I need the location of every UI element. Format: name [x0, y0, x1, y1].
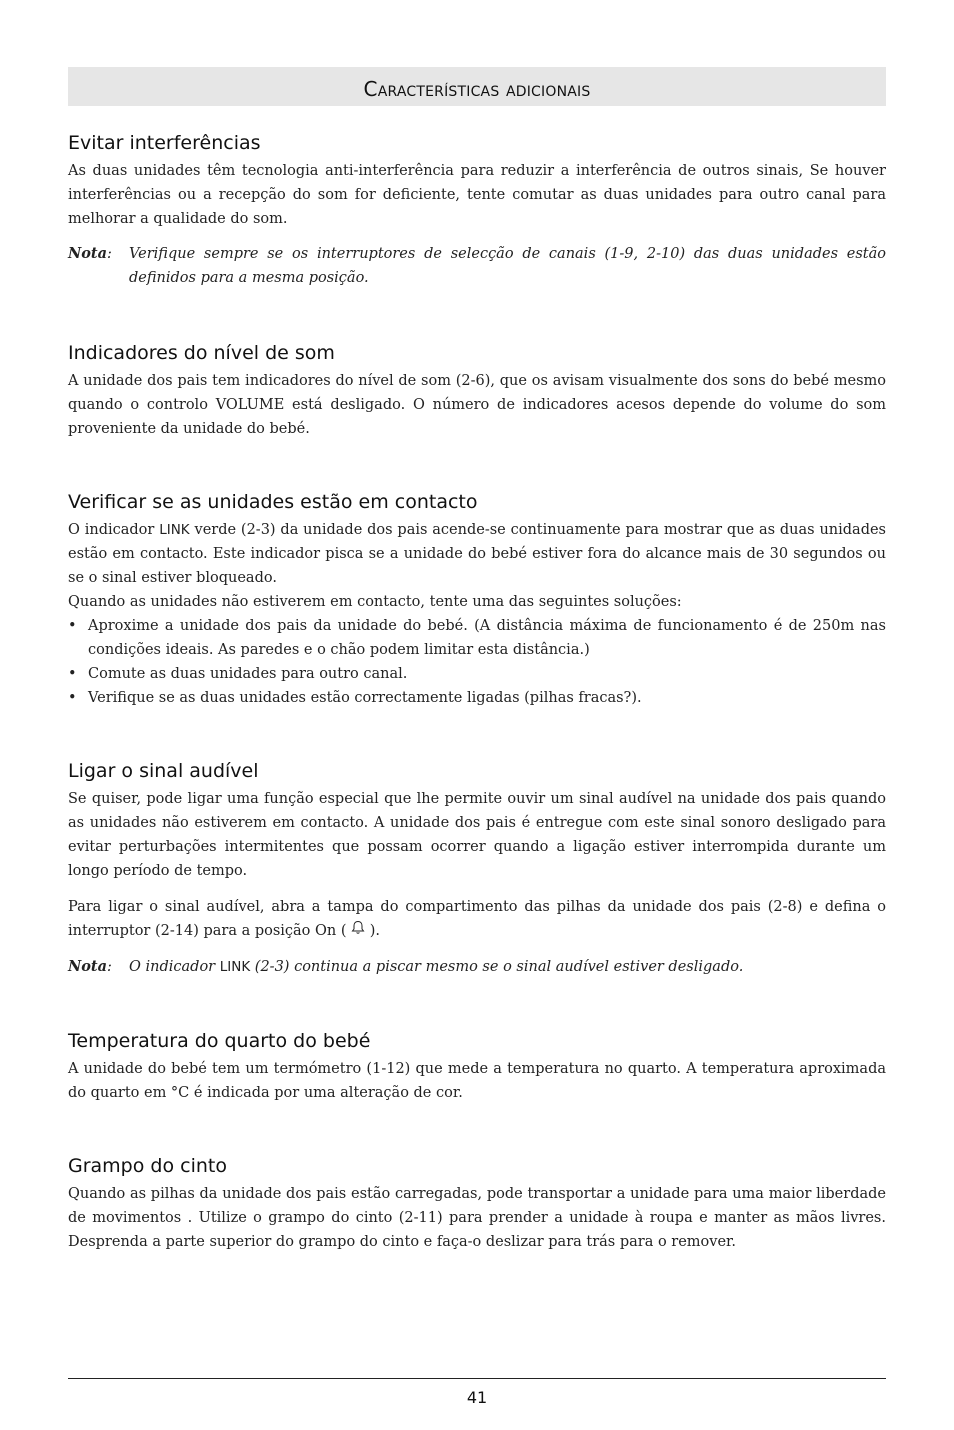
note-label: Nota: [68, 958, 112, 975]
section-ligar-sinal-audivel [68, 759, 886, 979]
list-item: • Verifique se as duas unidades estão correctamente ligadas (pilhas fracas?). [68, 690, 642, 706]
section-body: As duas unidades têm tecnologia anti-interferência para reduzir a interferência de outros sinais, Se houver interferências ou a recepção do som for deficiente, tente comutar as duas unidades para outro canal para melhorar a qualidade do som. [68, 163, 886, 227]
section-evitar-interferencias [68, 131, 886, 290]
section-heading: Verificar se as unidades estão em contacto [68, 491, 478, 513]
note [68, 955, 886, 979]
section-heading: Temperatura do quarto do bebé [68, 1030, 371, 1052]
section-heading: Indicadores do nível de som [68, 342, 335, 364]
section-temperatura-quarto [68, 1029, 886, 1105]
note-text: Verifique sempre se os interruptores de selecção de canais (1-9, 2-10) das duas unidades estão definidos para a mesma posição. [129, 246, 886, 286]
page-header [68, 67, 886, 106]
section-heading: Evitar interferências [68, 132, 261, 154]
section-body: Se quiser, pode ligar uma função especial que lhe permite ouvir um sinal audível na unidade dos pais quando as unidades não estiverem em contacto. A unidade dos pais é entregue com este sinal sonoro desligado para evitar perturbações intermitentes que possam ocorrer quando a ligação estiver interrompida durante um longo período de tempo. [68, 791, 886, 879]
section-indicadores-nivel-som [68, 341, 886, 441]
bell-icon [351, 920, 365, 944]
section-heading: Ligar o sinal audível [68, 760, 259, 782]
page-number: 41 [466, 1388, 488, 1407]
note [68, 242, 886, 290]
footer-divider [68, 1378, 886, 1379]
section-heading: Grampo do cinto [68, 1155, 227, 1177]
link-indicator-label: LINK [219, 959, 251, 975]
section-body: Para ligar o sinal audível, abra a tampa do compartimento das pilhas da unidade dos pais (2-8) e defina o interruptor (2-14) para a posição On ( ). [68, 895, 886, 944]
page-title: Características adicionais [68, 67, 886, 106]
section-body: A unidade dos pais tem indicadores do nível de som (2-6), que os avisam visualmente dos sons do bebé mesmo quando o controlo VOLUME está desligado. O número de indicadores acesos depende do volume do som proveniente da unidade do bebé. [68, 373, 886, 437]
section-verificar-contacto [68, 490, 886, 710]
section-body: O indicador LINK verde (2-3) da unidade dos pais acende-se continuamente para mostrar que as duas unidades estão em contacto. Este indicador pisca se a unidade do bebé estiver fora do alcance mais de 30 segundos ou se o sinal estiver bloqueado. [68, 522, 886, 586]
section-grampo-cinto [68, 1154, 886, 1254]
section-intro: Quando as unidades não estiverem em contacto, tente uma das seguintes soluções: [68, 594, 682, 610]
link-indicator-label: LINK [159, 522, 190, 538]
list-item: • Aproxime a unidade dos pais da unidade do bebé. (A distância máxima de funcionamento é de 250m nas condições ideais. As paredes e o chão podem limitar esta distância.) [68, 618, 886, 658]
section-body: Quando as pilhas da unidade dos pais estão carregadas, pode transportar a unidade para uma maior liberdade de movimentos . Utilize o grampo do cinto (2-11) para prender a unidade à roupa e manter as mãos livres. Desprenda a parte superior do grampo do cinto e faça-o deslizar para trás para o remover. [68, 1186, 886, 1250]
solutions-list [68, 614, 886, 710]
note-text: O indicador LINK (2-3) continua a piscar mesmo se o sinal audível estiver desligado. [129, 959, 744, 975]
note-label: Nota: [68, 245, 112, 262]
list-item: • Comute as duas unidades para outro canal. [68, 666, 408, 682]
section-body: A unidade do bebé tem um termómetro (1-12) que mede a temperatura no quarto. A temperatura aproximada do quarto em °C é indicada por uma alteração de cor. [68, 1061, 886, 1101]
